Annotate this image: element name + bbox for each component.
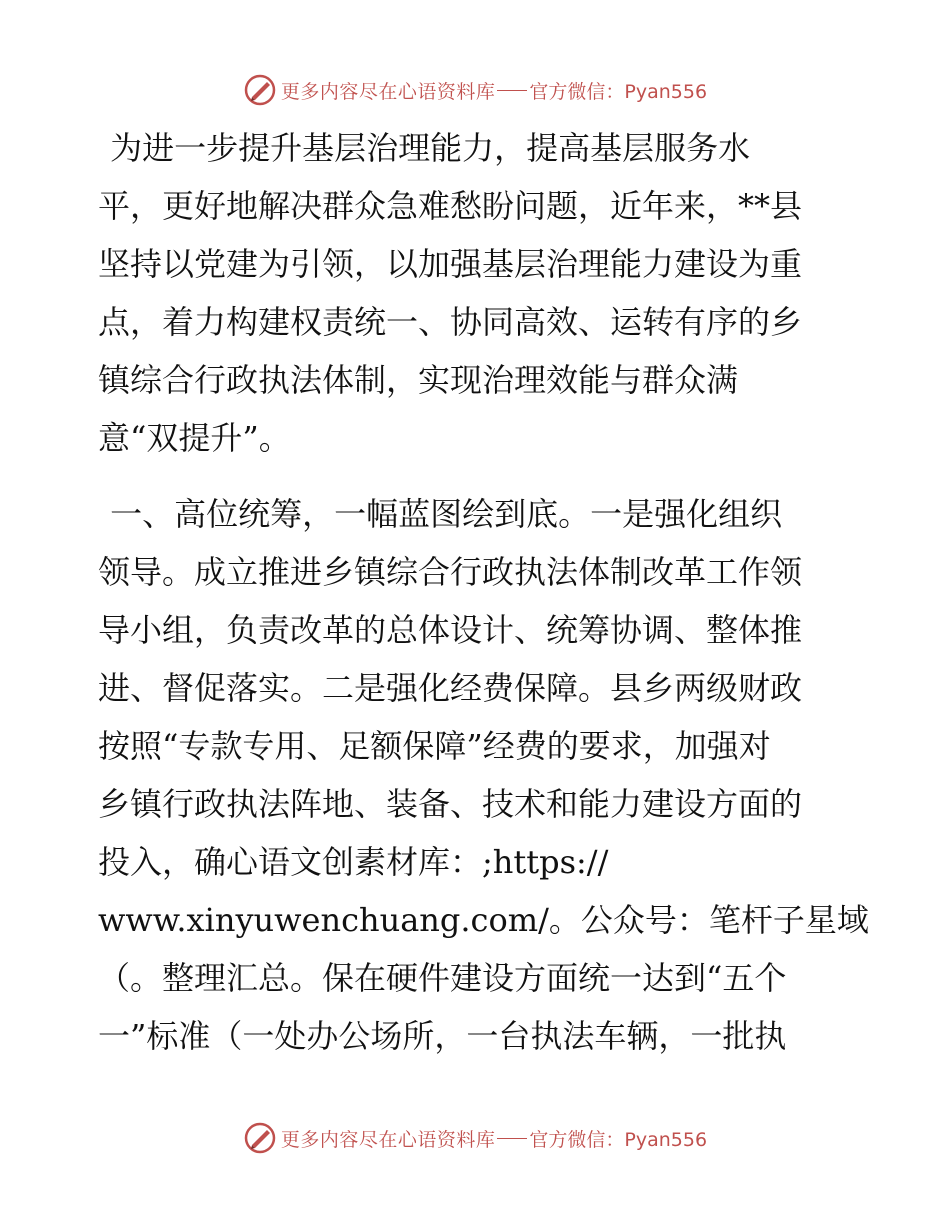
text-line: 一”标准（一处办公场所，一台执法车辆，一批执 [98, 1017, 787, 1055]
text-line: www.xinyuwenchuang.com/。公众号：笔杆子星域 [98, 901, 869, 939]
banner-divider [497, 1138, 527, 1139]
text-line: 一、高位统筹，一幅蓝图绘到底。一是强化组织 [100, 495, 783, 533]
banner-divider [497, 90, 527, 91]
pen-in-circle-logo-icon [243, 73, 277, 107]
text-line: 投入，确心语文创素材库：;https:// [98, 843, 609, 881]
text-line: 进、督促落实。二是强化经费保障。县乡两级财政 [98, 669, 803, 707]
text-line: 为进一步提升基层治理能力，提高基层服务水 [100, 129, 751, 167]
text-line: 乡镇行政执法阵地、装备、技术和能力建设方面的 [98, 785, 803, 823]
text-line: 导小组，负责改革的总体设计、统筹协调、整体推 [98, 611, 803, 649]
pen-in-circle-logo-icon [243, 1121, 277, 1155]
banner-text: 更多内容尽在心语资料库 [280, 80, 496, 103]
header-watermark-banner [0, 70, 950, 110]
text-line: 点，着力构建权责统一、协同高效、运转有序的乡 [98, 303, 803, 341]
text-line: 镇综合行政执法体制，实现治理效能与群众满 [98, 361, 739, 399]
text-line: 坚持以党建为引领，以加强基层治理能力建设为重 [98, 245, 803, 283]
text-line: 按照“专款专用、足额保障”经费的要求，加强对 [98, 727, 771, 765]
banner-wechat: 官方微信：Pyan556 [529, 80, 708, 103]
text-line: （。整理汇总。保在硬件建设方面统一达到“五个 [98, 959, 787, 997]
footer-watermark-banner [0, 1118, 950, 1158]
banner-text: 更多内容尽在心语资料库 [280, 1128, 496, 1151]
text-line: 领导。成立推进乡镇综合行政执法体制改革工作领 [98, 553, 803, 591]
text-line: 意“双提升”。 [98, 419, 291, 457]
banner-wechat: 官方微信：Pyan556 [529, 1128, 708, 1151]
text-line: 平，更好地解决群众急难愁盼问题，近年来，**县 [98, 187, 803, 225]
